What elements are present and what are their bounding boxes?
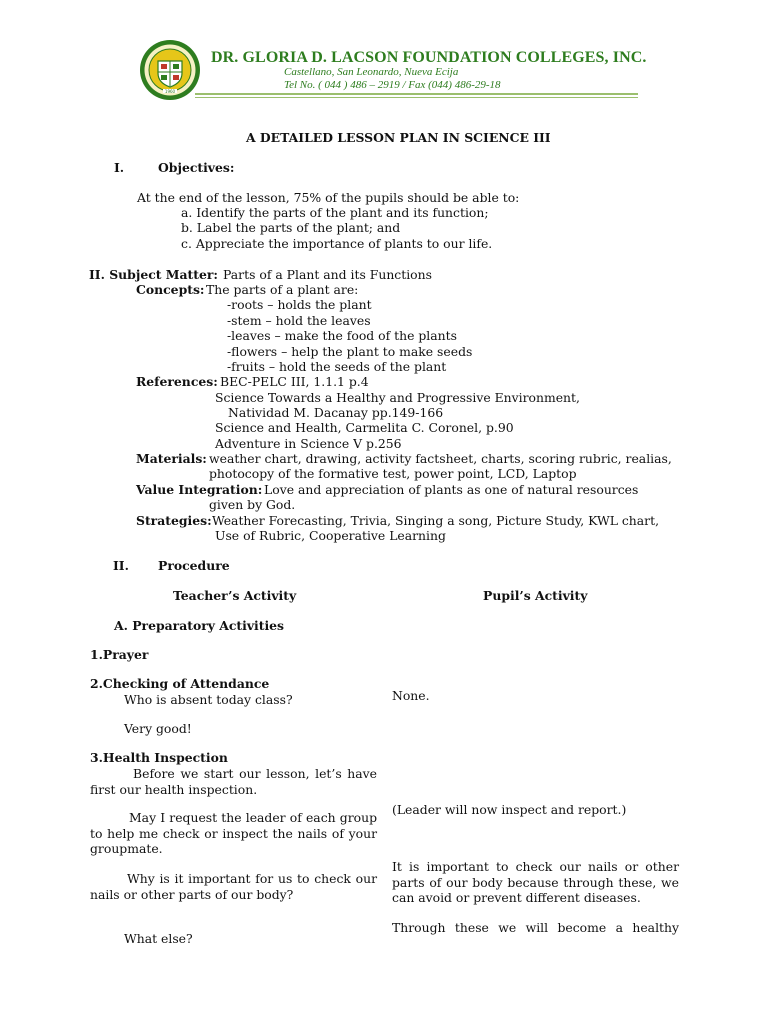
objective-item-b: b. Label the parts of the plant; and [181,220,401,235]
why-answer: It is important to check our nails or other parts of our body because through these, we can avoid or prevent different diseases. [392,859,679,905]
prayer-heading: 1.Prayer [90,647,149,662]
teacher-activity-header: Teacher’s Activity [173,588,297,603]
concept-roots: -roots – holds the plant [227,297,372,312]
concepts-intro: The parts of a plant are: [206,282,359,297]
institution-contact: Tel No. ( 044 ) 486 – 2919 / Fax (044) 486-29-18 [284,79,501,91]
leader-request-answer: (Leader will now inspect and report.) [392,802,627,817]
subject-matter-value: Parts of a Plant and its Functions [223,267,432,282]
reference-2: Science Towards a Healthy and Progressive Environment, [215,390,580,405]
seal-year: 1960 [164,89,176,94]
reference-5: Adventure in Science V p.256 [215,436,402,451]
procedure-number: II. [113,558,129,573]
concept-leaves: -leaves – make the food of the plants [227,328,457,343]
attendance-answer: None. [392,688,430,703]
materials-line-2: photocopy of the formative test, power point, LCD, Laptop [209,466,577,481]
procedure-heading: Procedure [158,558,230,573]
preparatory-activities-heading: A. Preparatory Activities [114,618,285,633]
reference-3: Natividad M. Dacanay pp.149-166 [228,405,444,420]
very-good-remark: Very good! [124,721,192,736]
reference-4: Science and Health, Carmelita C. Coronel, p.90 [215,420,514,435]
school-seal [139,39,201,101]
reference-1: BEC-PELC III, 1.1.1 p.4 [220,374,369,389]
doc-title: A DETAILED LESSON PLAN IN SCIENCE III [246,130,551,145]
objective-item-c: c. Appreciate the importance of plants to our life. [181,236,493,251]
concept-stem: -stem – hold the leaves [227,313,371,328]
concept-fruits: -fruits – hold the seeds of the plant [227,359,447,374]
what-else-question: What else? [124,931,193,946]
why-question: Why is it important for us to check our nails or other parts of our body? [90,871,377,902]
strategies-line-2: Use of Rubric, Cooperative Learning [215,528,446,543]
strategies-label: Strategies: [136,513,212,528]
attendance-heading: 2.Checking of Attendance [90,676,270,691]
value-integration-line-1: Love and appreciation of plants as one of natural resources [264,482,639,497]
strategies-line-1: Weather Forecasting, Trivia, Singing a song, Picture Study, KWL chart, [212,513,660,528]
pupil-activity-header: Pupil’s Activity [483,588,588,603]
health-inspection-heading: 3.Health Inspection [90,750,228,765]
materials-label: Materials: [136,451,207,466]
materials-line-1: weather chart, drawing, activity factsheet, charts, scoring rubric, realias, [209,451,672,466]
institution-name: DR. GLORIA D. LACSON FOUNDATION COLLEGES, INC. [211,49,647,66]
health-inspection-intro: Before we start our lesson, let’s have first our health inspection. [90,766,377,797]
objectives-intro: At the end of the lesson, 75% of the pupils should be able to: [137,190,520,205]
value-integration-label: Value Integration: [136,482,263,497]
objective-item-a: a. Identify the parts of the plant and its function; [181,205,489,220]
what-else-answer: Through these we will become a healthy [392,920,679,935]
objectives-number: I. [114,160,125,175]
concept-flowers: -flowers – help the plant to make seeds [227,344,473,359]
attendance-question: Who is absent today class? [124,692,293,707]
header-rule-top [195,93,638,95]
value-integration-line-2: given by God. [209,497,296,512]
header-rule-bottom [195,97,638,98]
concepts-label: Concepts: [136,282,205,297]
institution-address: Castellano, San Leonardo, Nueva Ecija [284,66,459,78]
subject-matter-heading: II. Subject Matter: [89,267,218,282]
objectives-heading: Objectives: [158,160,235,175]
references-label: References: [136,374,218,389]
leader-request: May I request the leader of each group to help me check or inspect the nails of your groupmate. [90,810,377,856]
